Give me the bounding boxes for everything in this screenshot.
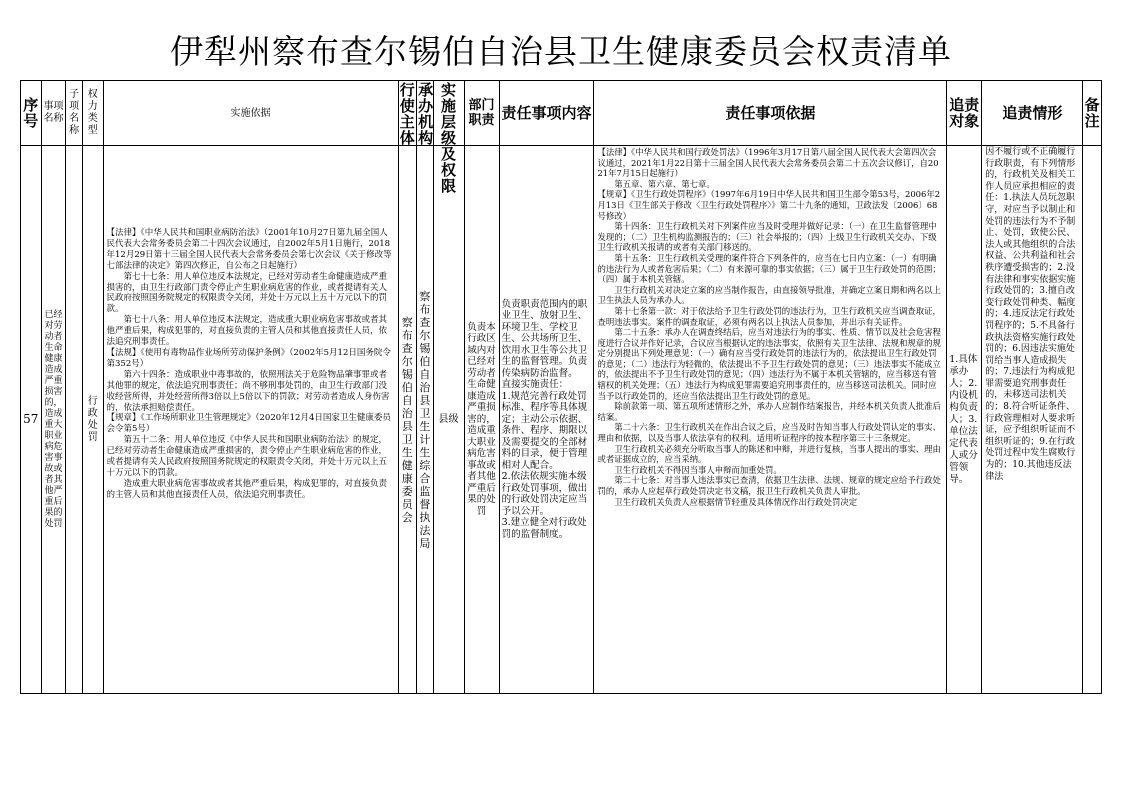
row-power-type: 行政处罚 [87,395,98,443]
table-row [21,146,1102,694]
row-resp-basis: 【法律】《中华人民共和国行政处罚法》（1996年3月17日第八届全国人民代表大会第四次会议通过，2021年1月22日第十三届全国人民代表大会常务委员会第二十五次会议修订，自2021年7月15日起施行） 第五章、第六章、第七章。 【规章】《卫生行政处罚程序》（1997年6月19日中华人民共和国卫生部令第53号，2006年2月13日《卫生部关于修改〈卫生行政处罚程序〉》第二十九条的通知，卫政法发〔2006〕68号修改） 第十四条：卫生行政机关对下列案件应当及时受理并做好记录：（一）在卫生监督管理中发现的；（二）卫生机构监测报告的；（三）社会举报的；（四）上级卫生行政机关交办、下级卫生行政机关报请的或者有关部门移送的。 第十五条：卫生行政机关受理的案件符合下列条件的，应当在七日内立案：（一）有明确的违法行为人或者危害后果；（二）有来源可靠的事实依据；（三）属于卫生行政处罚的范围；（四）属于本机关管辖。 卫生行政机关对决定立案的应当制作报告，由直接领导批准，并确定立案日期和两名以上卫生执法人员为承办人。 第十七条第一款：对于依法给予卫生行政处罚的违法行为，卫生行政机关应当调查取证，查明违法事实。案件的调查取证，必须有两名以上执法人员参加，并出示有关证件。 第二十五条：承办人在调查终结后，应当对违法行为的事实、性质、情节以及社会危害程度进行合议并作好记录，合议应当根据认定的违法事实，依照有关卫生法律、法规和规章的规定分别提出下列处理意见：（一）确有应当受行政处罚的违法行为的，依法提出卫生行政处罚的意见；（二）违法行为轻微的，依法提出不予卫生行政处罚的意见；（三）违法事实不能成立的，依法提出不予卫生行政处罚的意见；（四）违法行为不属于本机关管辖的，应当移送有管辖权的机关处理；（五）违法行为构成犯罪需要追究刑事责任的，应当移送司法机关。同时应当予以行政处罚的，还应当依法提出卫生行政处罚的意见。 除前款第一项、第五项所述情形之外，承办人应制作结案报告，并经本机关负责人批准后结案。 第二十六条：卫生行政机关在作出合议之后，应当及时告知当事人行政处罚认定的事实、理由和依据，以及当事人依法享有的权利。适用听证程序的按本程序第三十三条规定。 卫生行政机关必须充分听取当事人的陈述和申辩，并进行复核，当事人提出的事实、理由或者证据成立的，应当采纳。 卫生行政机关不得因当事人申辩而加重处罚。 第二十七条：对当事人违法事实已查清，依据卫生法律、法规、规章的规定应给予行政处罚的，承办人应起草行政处罚决定书文稿，报卫生行政机关负责人审批。 卫生行政机关负责人应根据情节轻重及具体情况作出行政处罚决定 [597,147,941,507]
header-circumstances: 追责情形 [1002,104,1063,122]
table-header-row [21,81,1102,146]
header-resp-content: 责任事项内容 [501,104,592,122]
row-seq: 57 [23,412,39,427]
page-title: 伊犁州察布查尔锡伯自治县卫生健康委员会权责清单 [170,32,952,71]
row-level: 县级 [438,413,459,425]
row-basis: 【法律】《中华人民共和国职业病防治法》（2001年10月27日第九届全国人民代表大会常务委员会第二十四次会议通过，自2002年5月1日施行，2018年12月29日第十三届全国人民代表大会常务委员会第七次会议《关于修改等七部法律的决定》第四次修正，自公布之日起施行） 第七十七条：用人单位违反本法规定，已经对劳动者生命健康造成严重损害的，由卫生行政部门责令停止产生职业病危害的作业，或者提请有关人民政府按照国务院规定的权限责令关闭，并处十万元以上五十万元以下的罚款。 第七十八条：用人单位违反本法规定，造成重大职业病危害事故或者其他严重后果，构成犯罪的，对直接负责的主管人员和其他直接责任人员，依法追究刑事责任。 【法规】《使用有毒物品作业场所劳动保护条例》（2002年5月12日国务院令第352号） 第六十四条：造成职业中毒事故的，依照刑法关于危险物品肇事罪或者其他罪的规定，依法追究刑事责任；尚不够刑事处罚的，由卫生行政部门没收经营所得，并处经营所得3倍以上5倍以下的罚款；对劳动者造成人身伤害的，依法承担赔偿责任。 【规章】《工作场所职业卫生管理规定》（2020年12月4日国家卫生健康委员会令第5号） 第五十二条：用人单位违反《中华人民共和国职业病防治法》的规定，已经对劳动者生命健康造成严重损害的，责令停止产生职业病危害的作业，或者提请有关人民政府按照国务院规定的权限责令关闭，并处十万元以上五十万元以下的罚款。 造成重大职业病危害事故或者其他严重后果，构成犯罪的，对直接负责的主管人员和其他直接责任人员，依法追究刑事责任。 [106,228,392,500]
header-basis: 实施依据 [230,107,271,119]
header-dept-duty: 部门职责 [468,98,495,128]
header-undertaker: 承办机构 [418,81,434,147]
responsibility-table [20,80,1102,694]
row-resp-content: 负责职责范围内的职业卫生、放射卫生、环境卫生、学校卫生、公共场所卫生、饮用水卫生等公共卫生的监督管理。负责传染病防治监督。 直接实施责任： 1.规范完善行政处罚标准、程序等具体规定；主动公示依据、条件、程序、期限以及需要提交的全部材料的目录，便于管理相对人配合。 2.依法依规实施本级行政处罚事项，做出的行政处罚决定应当予以公开。 3.建立健全对行政处罚的监督制度。 [501,298,588,540]
row-accountable: 1.具体承办人；2.内设机构负责人；3.单位法定代表人或分管领导。 [949,353,978,485]
header-item-name: 事项名称 [43,101,64,124]
header-sub-item-name: 子项名称 [69,89,80,136]
header-accountable: 追责对象 [949,96,980,130]
header-power-type: 权力类型 [87,89,98,136]
header-seq: 序号 [23,96,39,130]
row-dept-duty: 负责本行政区域内对已经对劳动者生命健康造成严重损害的，造成重大职业病危害事故或者其他严重后果的处罚 [467,321,496,517]
header-level: 实施层级及权限 [441,81,457,195]
header-remarks: 备注 [1084,96,1100,130]
row-item-name: 已经对劳动者生命健康造成严重损害的，造成重大职业病危害事故或者其他严重后果的处罚 [44,309,63,529]
header-resp-basis: 责任事项依据 [725,104,816,122]
row-subject: 察布查尔锡伯自治县卫生健康委员会 [401,315,413,524]
row-undertaker: 察布查尔锡伯自治县卫生计生综合监督执法局 [419,289,431,550]
header-subject: 行使主体 [399,81,415,147]
row-circumstances: 因不履行或不正确履行行政职责，有下列情形的，行政机关及相关工作人员应承担相应的责任：1.执法人员玩忽职守，对应当予以制止和处罚的违法行为不予制止、处罚，致使公民、法人或其他组织的合法权益、公共利益和社会秩序遭受损害的；2.没有法律和事实依据实施行政处罚的；3.擅自改变行政处罚种类、幅度的；4.违反法定行政处罚程序的；5.不具备行政执法资格实施行政处罚的；6.因违法实施处罚给当事人造成损失的；7.违法行为构成犯罪需要追究刑事责任的，未移送司法机关的；8.符合听证条件、行政管理相对人要求听证，应予组织听证而不组织听证的；9.在行政处罚过程中发生腐败行为的；10.其他违反法律法 [985,147,1076,482]
